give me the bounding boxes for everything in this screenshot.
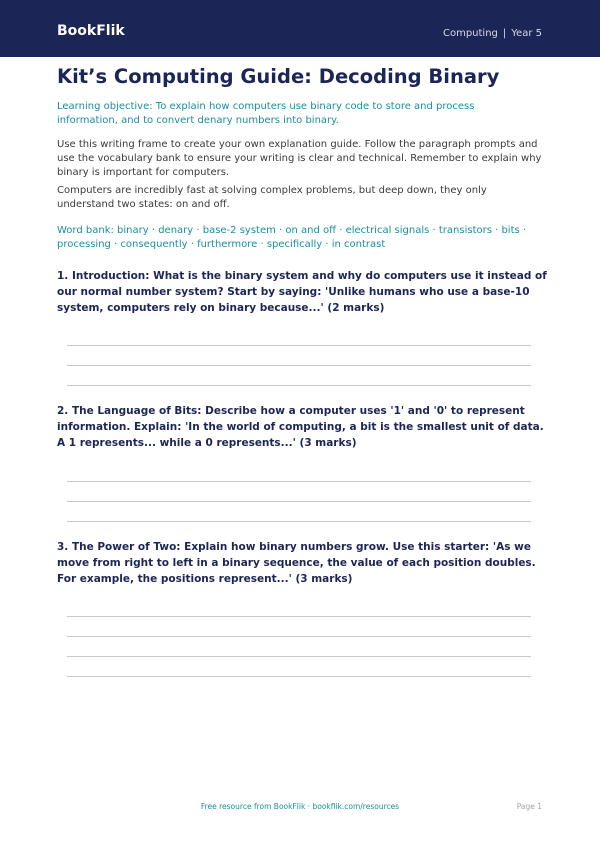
answer-line[interactable] [67, 481, 531, 482]
answer-line[interactable] [67, 345, 531, 346]
intro-paragraph: Computers are incredibly fast at solving complex problems, but deep down, they only understand two states: on and off. [57, 185, 487, 210]
year-label: Year 5 [511, 28, 542, 39]
page-number: Page 1 [516, 802, 542, 811]
question-prompt: 1. Introduction: What is the binary system and why do computers use it instead of our normal number system? Start by saying: 'Unlike humans who use a base-10 system, computers rely on binary because...' (2 marks) [57, 270, 547, 314]
answer-line[interactable] [67, 521, 531, 522]
answer-line[interactable] [67, 676, 531, 677]
header-separator: | [502, 28, 507, 39]
answer-line[interactable] [67, 501, 531, 502]
intro-paragraph: Use this writing frame to create your own explanation guide. Follow the paragraph prompts and use the vocabulary bank to ensure your writing is clear and technical. Remember to explain why binary is important for computers. [57, 139, 542, 178]
answer-line[interactable] [67, 365, 531, 366]
question-prompt: 2. The Language of Bits: Describe how a computer uses '1' and '0' to represent information. Explain: 'In the world of computing, a bit is the smallest unit of data. A 1 represents... while a 0 represents...' (3 marks) [57, 405, 544, 449]
answer-line[interactable] [67, 616, 531, 617]
answer-line[interactable] [67, 385, 531, 386]
learning-objective: Learning objective: To explain how computers use binary code to store and process information, and to convert denary numbers into binary. [57, 101, 475, 126]
subject-label: Computing [442, 28, 498, 39]
footer-text: Free resource from BookFlik · bookflik.com/resources [200, 802, 400, 811]
brand-logo: BookFlik [57, 23, 125, 39]
answer-line[interactable] [67, 636, 531, 637]
header-meta [443, 27, 542, 40]
answer-line[interactable] [67, 656, 531, 657]
page-title: Kit’s Computing Guide: Decoding Binary [57, 65, 500, 88]
word-bank: Word bank: binary · denary · base-2 system · on and off · electrical signals · transistors · bits · processing · consequently · furthermore · specifically · in contrast [57, 225, 527, 250]
question-prompt: 3. The Power of Two: Explain how binary numbers grow. Use this starter: 'As we move from right to left in a binary sequence, the value of each position doubles. For example, the positions represent...' (3 marks) [57, 541, 536, 585]
page-header [0, 0, 600, 57]
